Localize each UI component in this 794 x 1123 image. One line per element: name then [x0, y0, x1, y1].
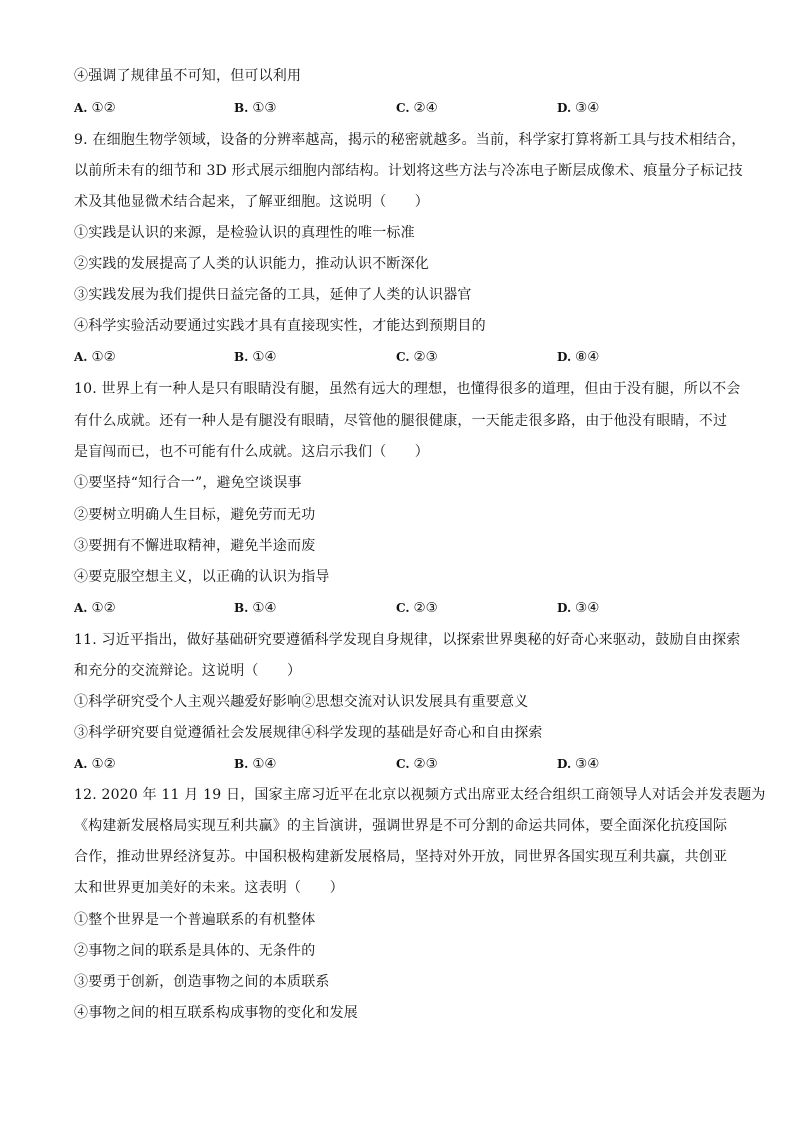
item-11-choices-1-2: ①科学研究受个人主观兴趣爱好影响②思想交流对认识发展具有重要意义: [74, 694, 529, 710]
item-9-choice-4: ④科学实验活动要通过实践才具有直接现实性，才能达到预期目的: [74, 318, 486, 334]
item-12-choice-1: ①整个世界是一个普遍联系的有机整体: [74, 912, 316, 928]
options-q10: [74, 600, 734, 618]
options-q9: [74, 349, 734, 367]
options-q8: [74, 100, 734, 118]
item-11-choices-3-4: ③科学研究要自觉遵循社会发展规律④科学发现的基础是好奇心和自由探索: [74, 725, 543, 741]
item-10-choice-2: ②要树立明确人生目标，避免劳而无功: [74, 507, 316, 523]
question-10-line-1: 10. 世界上有一种人是只有眼睛没有腿，虽然有远大的理想，也懂得很多的道理，但由于没有腿，所以不会: [74, 381, 741, 397]
option-d[interactable]: D. ③④: [557, 756, 600, 772]
item-8-choice-4: ④强调了规律虽不可知，但可以利用: [74, 68, 302, 84]
option-b[interactable]: B. ①④: [234, 349, 277, 365]
option-b[interactable]: B. ①④: [234, 756, 277, 772]
question-9-line-3: 术及其他显微术结合起来，了解亚细胞。这说明（ ）: [74, 194, 429, 210]
option-c[interactable]: C. ②③: [396, 349, 438, 365]
option-a[interactable]: A. ①②: [74, 349, 116, 365]
option-d[interactable]: D. ③④: [557, 100, 600, 116]
option-c[interactable]: C. ②③: [396, 756, 438, 772]
option-a[interactable]: A. ①②: [74, 100, 116, 116]
item-9-choice-2: ②实践的发展提高了人类的认识能力，推动认识不断深化: [74, 256, 429, 272]
question-12-line-1: 12. 2020 年 11 月 19 日，国家主席习近平在北京以视频方式出席亚太经合组织工商领导人对话会并发表题为: [74, 787, 766, 803]
item-9-choice-3: ③实践发展为我们提供日益完备的工具，延伸了人类的认识器官: [74, 287, 472, 303]
item-10-choice-1: ①要坚持“知行合一”，避免空谈误事: [74, 475, 302, 491]
option-b[interactable]: B. ①④: [234, 600, 277, 616]
question-10-line-3: 是盲闯而已，也不可能有什么成就。这启示我们（ ）: [74, 444, 429, 460]
question-12-line-4: 太和世界更加美好的未来。这表明（ ）: [74, 880, 344, 896]
option-c[interactable]: C. ②③: [396, 600, 438, 616]
option-a[interactable]: A. ①②: [74, 600, 116, 616]
question-12-line-2: 《构建新发展格局实现互利共赢》的主旨演讲，强调世界是不可分割的命运共同体，要全面深化抗疫国际: [74, 818, 728, 834]
option-c[interactable]: C. ②④: [396, 100, 438, 116]
option-b[interactable]: B. ①③: [234, 100, 277, 116]
item-12-choice-3: ③要勇于创新，创造事物之间的本质联系: [74, 974, 330, 990]
question-9-line-2: 以前所未有的细节和 3D 形式展示细胞内部结构。计划将这些方法与冷冻电子断层成像术、痕量分子标记技: [74, 163, 743, 179]
item-10-choice-4: ④要克服空想主义，以正确的认识为指导: [74, 569, 330, 585]
item-9-choice-1: ①实践是认识的来源，是检验认识的真理性的唯一标准: [74, 225, 415, 241]
option-a[interactable]: A. ①②: [74, 756, 116, 772]
question-9-line-1: 9. 在细胞生物学领域，设备的分辨率越高，揭示的秘密就越多。当前，科学家打算将新工具与技术相结合，: [74, 132, 746, 148]
question-11-line-1: 11. 习近平指出，做好基础研究要遵循科学发现自身规律，以探索世界奥秘的好奇心来驱动，鼓励自由探索: [74, 632, 741, 648]
item-12-choice-2: ②事物之间的联系是具体的、无条件的: [74, 943, 316, 959]
item-10-choice-3: ③要拥有不懈进取精神，避免半途而废: [74, 538, 316, 554]
options-q11: [74, 756, 734, 774]
question-11-line-2: 和充分的交流辩论。这说明（ ）: [74, 663, 302, 679]
option-d[interactable]: D. ⑧④: [557, 349, 600, 365]
item-12-choice-4: ④事物之间的相互联系构成事物的变化和发展: [74, 1005, 358, 1021]
option-d[interactable]: D. ③④: [557, 600, 600, 616]
question-12-line-3: 合作，推动世界经济复苏。中国积极构建新发展格局，坚持对外开放，同世界各国实现互利共赢，共创亚: [74, 849, 728, 865]
question-10-line-2: 有什么成就。还有一种人是有腿没有眼睛，尽管他的腿很健康，一天能走很多路，由于他没有眼睛，不过: [74, 413, 728, 429]
